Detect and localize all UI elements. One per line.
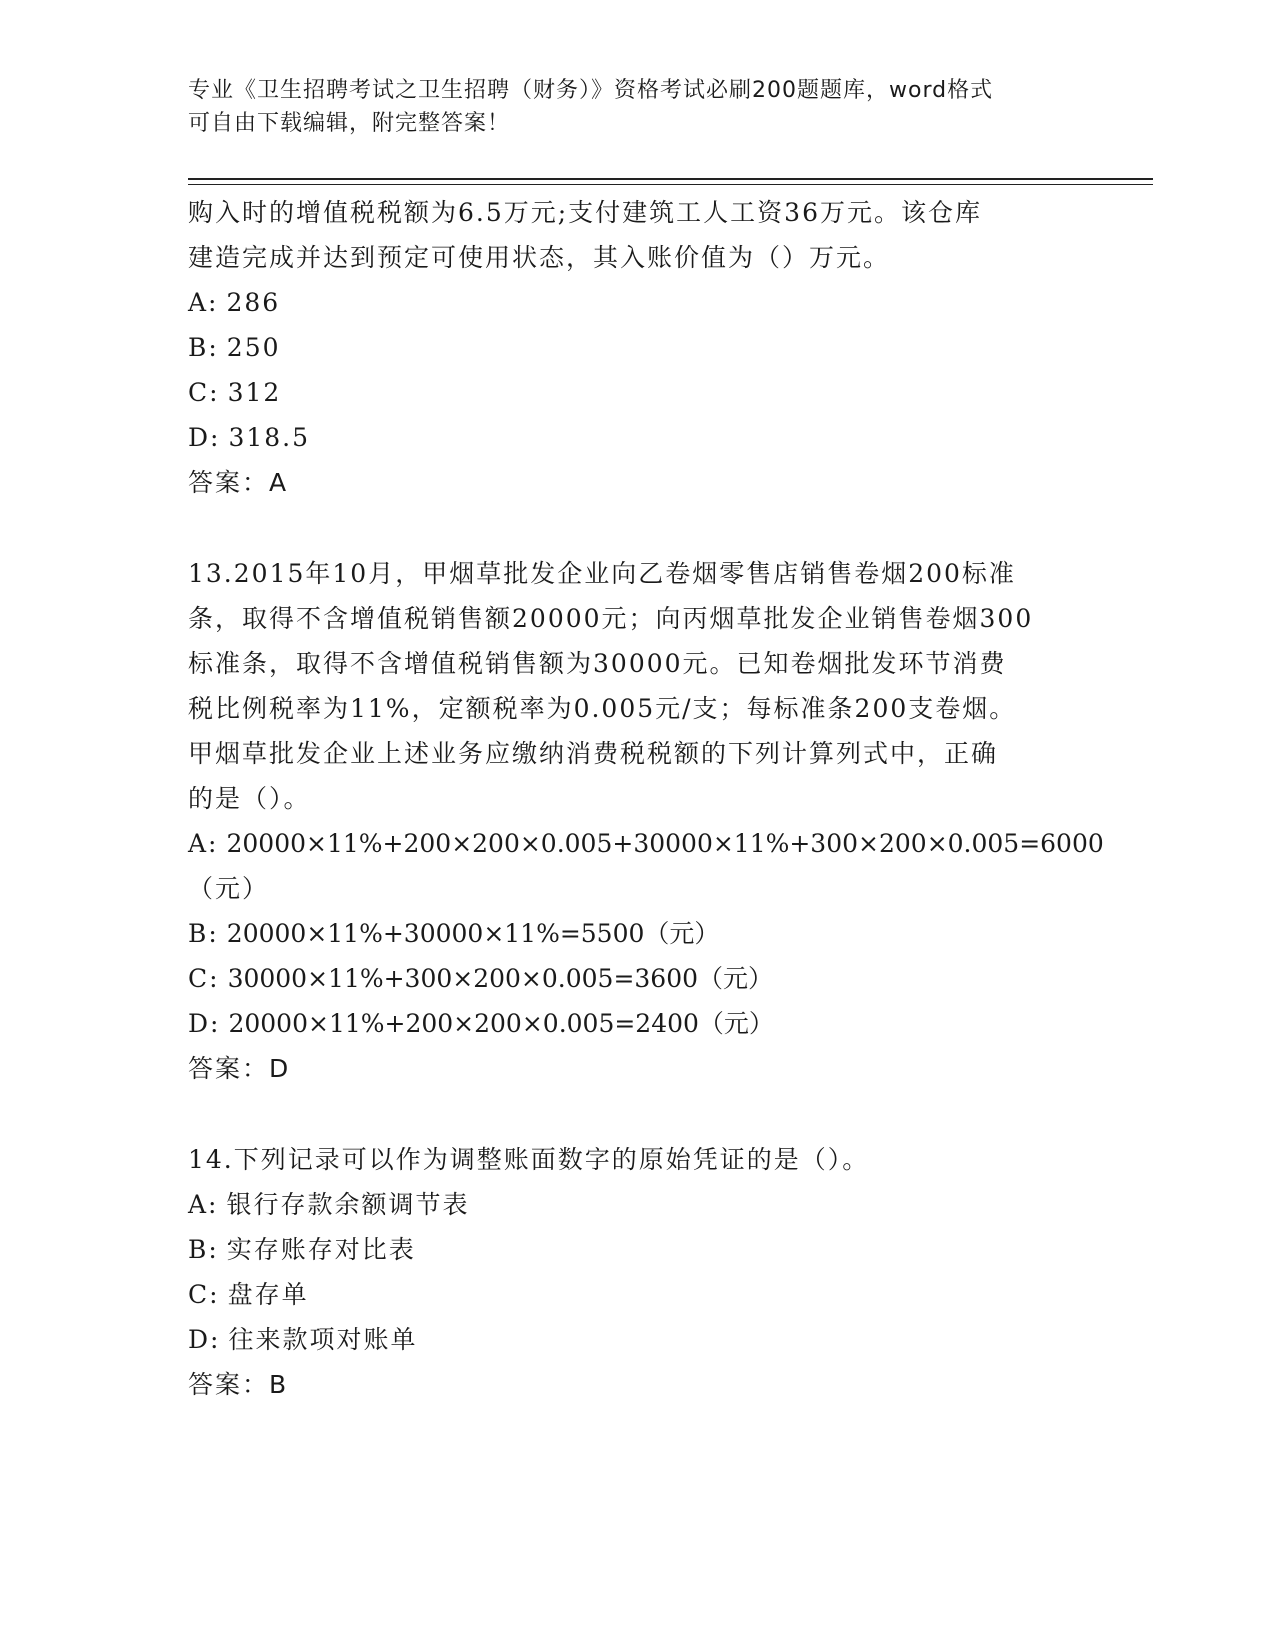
question-13-text-line-4: 税比例税率为11%，定额税率为0.005元/支；每标准条200支卷烟。 [188,694,1017,723]
header-rule-thin [188,184,1153,185]
question-14-option-b: B: 实存账存对比表 [188,1235,416,1264]
question-12-option-c: C: 312 [188,378,282,407]
question-12-option-a: A: 286 [188,288,281,317]
question-14 [188,1137,1088,1407]
question-12-option-b: B: 250 [188,333,281,362]
header-rule-thick [188,178,1153,180]
question-12-text-line-1: 购入时的增值税税额为6.5万元;支付建筑工人工资36万元。该仓库 [188,198,982,227]
question-content [188,190,1104,1407]
question-12-text-line-2: 建造完成并达到预定可使用状态，其入账价值为（）万元。 [188,243,891,272]
question-14-text: 14.下列记录可以作为调整账面数字的原始凭证的是（）。 [188,1145,870,1174]
question-13-option-a-cont: （元） [188,874,270,903]
question-14-option-d: D: 往来款项对账单 [188,1325,418,1354]
question-12 [188,190,1088,505]
question-13-option-d: D: 20000×11%+200×200×0.005=2400（元） [188,1009,774,1038]
question-13-answer: 答案：D [188,1054,291,1083]
question-13-option-b: B: 20000×11%+30000×11%=5500（元） [188,919,720,948]
question-13-option-a: A: 20000×11%+200×200×0.005+30000×11%+300×200×0.005=6000 [188,829,1104,858]
question-12-answer: 答案：A [188,468,289,497]
document-header [188,74,1088,140]
question-13-text-line-1: 13.2015年10月，甲烟草批发企业向乙卷烟零售店销售卷烟200标准 [188,559,1016,588]
question-13 [188,551,1104,1091]
question-13-text-line-3: 标准条，取得不含增值税销售额为30000元。已知卷烟批发环节消费 [188,649,1007,678]
header-line-2: 可自由下载编辑，附完整答案！ [188,111,511,136]
question-14-option-a: A: 银行存款余额调节表 [188,1190,470,1219]
question-13-text-line-6: 的是（）。 [188,784,311,813]
question-14-answer: 答案：B [188,1370,289,1399]
question-14-option-c: C: 盘存单 [188,1280,309,1309]
header-line-1: 专业《卫生招聘考试之卫生招聘（财务）》资格考试必刷200题题库，word格式 [188,78,994,103]
question-13-option-c: C: 30000×11%+300×200×0.005=3600（元） [188,964,774,993]
question-12-option-d: D: 318.5 [188,423,311,452]
question-13-text-line-2: 条，取得不含增值税销售额20000元；向丙烟草批发企业销售卷烟300 [188,604,1034,633]
question-13-text-line-5: 甲烟草批发企业上述业务应缴纳消费税税额的下列计算列式中，正确 [188,739,999,768]
